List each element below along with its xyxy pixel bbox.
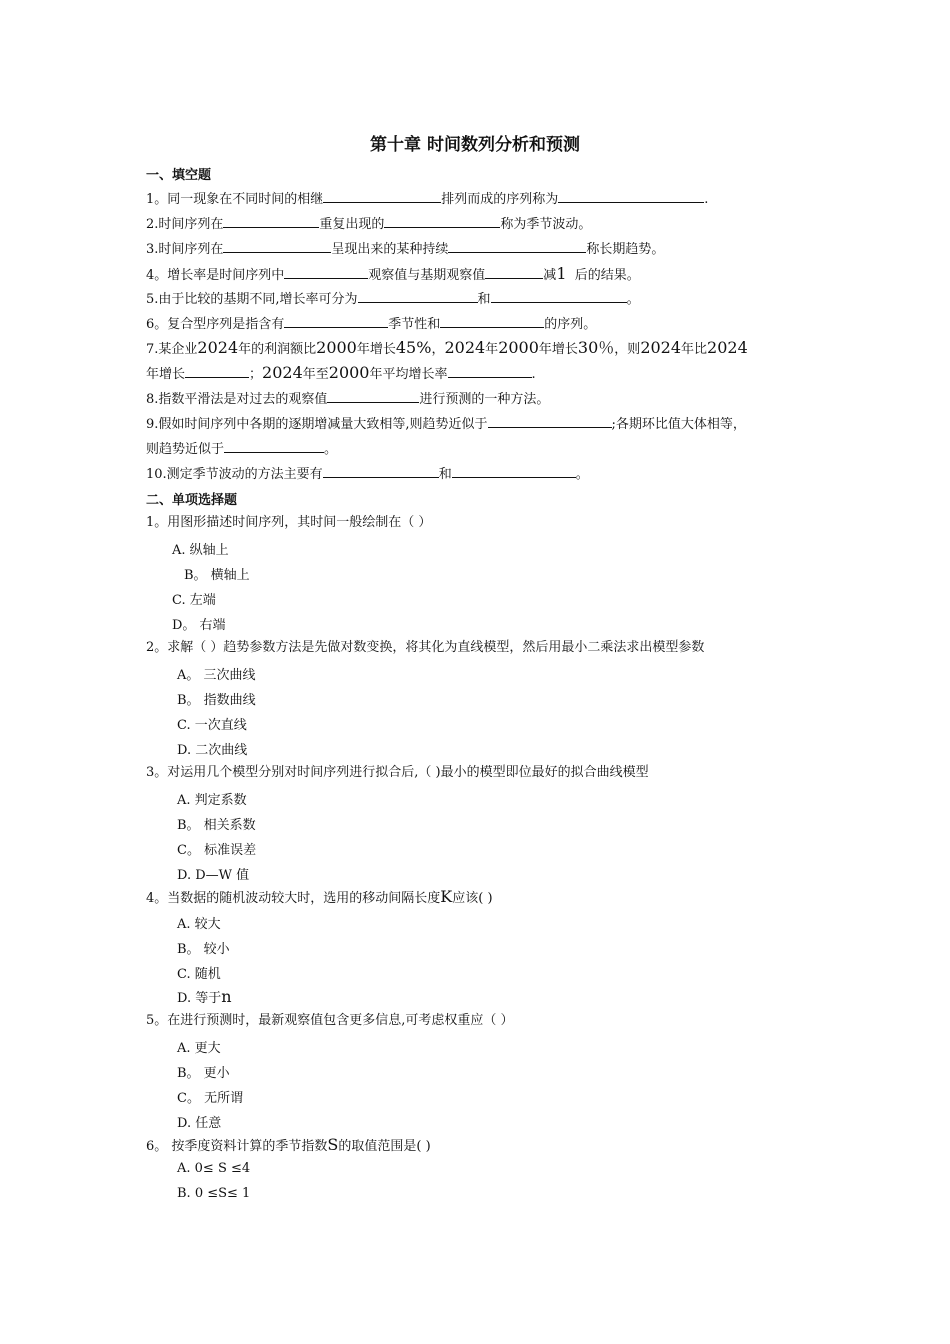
- answer-blank[interactable]: [440, 315, 544, 328]
- fill-question-9-cont: 则趋势近似于 。: [146, 442, 338, 457]
- choice-option[interactable]: B. 0 ≤S≤ 1: [177, 1186, 251, 1201]
- choice-question-5: 5。在进行预测时，最新观察值包含更多信息,可考虑权重应（ ）: [146, 1013, 514, 1028]
- fill-question-9: 9.假如时间序列中各期的逐期增减量大致相等,则趋势近似于 ;各期环比值大体相等，: [146, 417, 746, 432]
- answer-blank[interactable]: [448, 365, 532, 378]
- fill-question-5: 5.由于比较的基期不同,增长率可分为 和 。: [146, 292, 640, 307]
- answer-blank[interactable]: [323, 190, 441, 203]
- choice-question-3: 3。对运用几个模型分别对时间序列进行拟合后,（ )最小的模型即位最好的拟合曲线模型: [146, 765, 649, 780]
- answer-blank[interactable]: [284, 315, 388, 328]
- choice-option[interactable]: C. 左端: [172, 593, 216, 608]
- choice-option[interactable]: B。 横轴上: [184, 568, 250, 583]
- answer-blank[interactable]: [223, 240, 331, 253]
- fill-question-4: 4。增长率是时间序列中 观察值与基期观察值 减1 后的结果。: [146, 264, 640, 283]
- choice-question-1: 1。用图形描述时间序列，其时间一般绘制在（ ）: [146, 515, 432, 530]
- choice-option[interactable]: D. 任意: [177, 1116, 222, 1131]
- choice-option[interactable]: C。 无所谓: [177, 1091, 244, 1106]
- answer-blank[interactable]: [185, 365, 249, 378]
- fill-question-7: 7.某企业2024年的利润额比2000年增长45%，2024年2000年增长30％，则2024年比2024: [146, 338, 748, 357]
- fill-question-8: 8.指数平滑法是对过去的观察值 进行预测的一种方法。: [146, 392, 550, 407]
- answer-blank[interactable]: [223, 215, 319, 228]
- choice-option[interactable]: D. 等于n: [177, 987, 232, 1006]
- fill-question-7-cont: 年增长 ；2024年至2000年平均增长率 .: [146, 363, 536, 382]
- answer-blank[interactable]: [485, 266, 543, 279]
- choice-option[interactable]: D. D—W 值: [177, 868, 250, 883]
- choice-question-4: 4。当数据的随机波动较大时，选用的移动间隔长度K应该( ): [146, 887, 493, 906]
- choice-question-2: 2。求解（ ）趋势参数方法是先做对数变换，将其化为直线模型，然后用最小二乘法求出模型参数: [146, 640, 705, 655]
- section-heading-fill: 一、填空题: [146, 168, 212, 183]
- choice-option[interactable]: A。 三次曲线: [177, 668, 256, 683]
- fill-question-10: 10.测定季节波动的方法主要有 和 。: [146, 467, 589, 482]
- answer-blank[interactable]: [323, 465, 439, 478]
- answer-blank[interactable]: [224, 440, 324, 453]
- page-title: 第十章 时间数列分析和预测: [370, 135, 580, 155]
- choice-option[interactable]: C. 随机: [177, 967, 221, 982]
- answer-blank[interactable]: [491, 290, 627, 303]
- answer-blank[interactable]: [488, 415, 612, 428]
- fill-question-6: 6。复合型序列是指含有 季节性和 的序列。: [146, 317, 597, 332]
- choice-option[interactable]: A. 较大: [177, 917, 221, 932]
- answer-blank[interactable]: [327, 390, 419, 403]
- choice-option[interactable]: A. 判定系数: [177, 793, 247, 808]
- fill-question-1: 1。同一现象在不同时间的相继 排列而成的序列称为 .: [146, 192, 709, 207]
- choice-option[interactable]: A. 纵轴上: [172, 543, 229, 558]
- choice-option[interactable]: B。 更小: [177, 1066, 230, 1081]
- choice-option[interactable]: C。 标准误差: [177, 843, 257, 858]
- answer-blank[interactable]: [448, 240, 586, 253]
- section-heading-choice: 二、单项选择题: [146, 493, 238, 508]
- choice-option[interactable]: B。 指数曲线: [177, 693, 256, 708]
- choice-option[interactable]: D。 右端: [172, 618, 226, 633]
- answer-blank[interactable]: [284, 266, 368, 279]
- fill-question-2: 2.时间序列在 重复出现的 称为季节波动。: [146, 217, 592, 232]
- choice-option[interactable]: D. 二次曲线: [177, 743, 248, 758]
- answer-blank[interactable]: [358, 290, 478, 303]
- choice-option[interactable]: B。 相关系数: [177, 818, 256, 833]
- choice-option[interactable]: A. 更大: [177, 1041, 221, 1056]
- choice-option[interactable]: A. 0≤ S ≤4: [177, 1161, 251, 1176]
- choice-question-6: 6。 按季度资料计算的季节指数S的取值范围是( ): [146, 1135, 431, 1154]
- answer-blank[interactable]: [558, 190, 704, 203]
- fill-question-3: 3.时间序列在 呈现出来的某种持续 称长期趋势。: [146, 242, 665, 257]
- choice-option[interactable]: C. 一次直线: [177, 718, 247, 733]
- answer-blank[interactable]: [384, 215, 500, 228]
- answer-blank[interactable]: [452, 465, 576, 478]
- choice-option[interactable]: B。 较小: [177, 942, 230, 957]
